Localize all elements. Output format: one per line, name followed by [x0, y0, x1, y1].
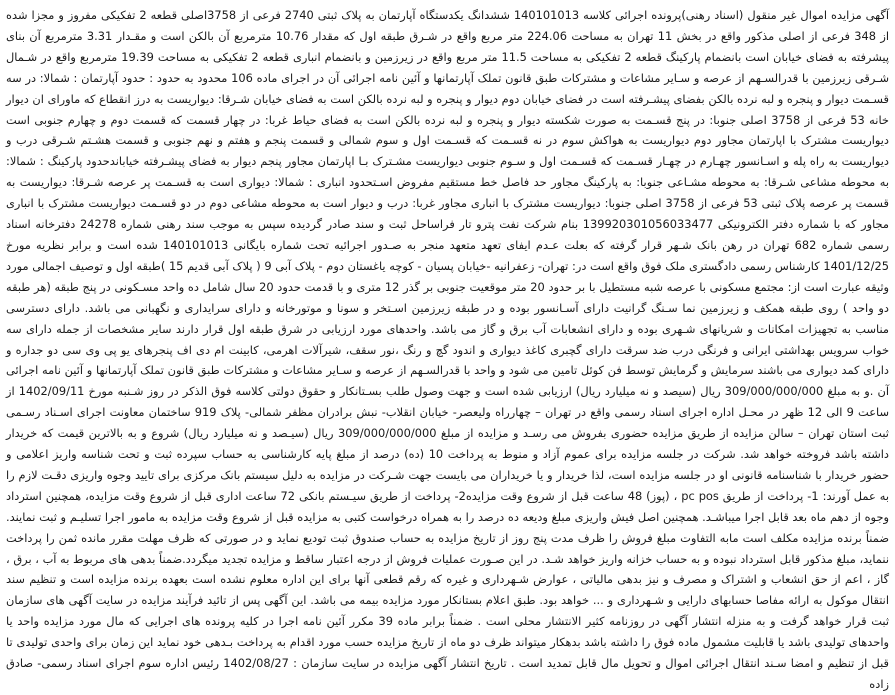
auction-notice-text: آگهی مزایده اموال غیر منقول (اسناد رهنی)پرونده اجرائی کلاسه 140101013 ششدانگ یکدستگاه آپارتمان به پلاک ثبتی 2740 فرعی از 3758اصلی قطعه 2 تفکیکی مفروز و مجزا شده از 348 فرعی از اصلی مذکور واقع در بخش 11 تهران به مساحت 224.06 متر مربع واقع در شـرق طبقه اول که مقدار 10.76 مترمربع آن بالکن است و مقـدار 3.31 مترمربع آن بنای پیشرفته به فضای خیابان است بانضمام پارکینگ قطعه 2 تفکیکی به مساحت 11.5 متر مربع واقع در زیرزمین و بانضمام انباری قطعه 2 تفکیکی به مساحت 19.39 مترمربع واقع در شـمال شـرقی زیرزمین با قدرالسـهم از عرصه و سـایر مشاعات و مشترکات طبق قانون تملک آپارتمانها و آئین نامه اجرائی آن در اجرای ماده 106 محدود به حدود : حدود آپارتمان : شمالا: در سه قسـمت دیوار و پنجره و لبه نرده بالکن بفضای پیشـرفته است در فضای خیابان دوم دیوار و پنجره و لبه نرده بالکن است به فضای خیابان شـرقا: دیواریست به درز انقطاع که ماورای ان دیوار خانه 53 فرعی از 3758 اصلی جنوبا: در پنج قسـمت به صورت شکسته دیوار و پنجره و لبه نرده بالکن است به فضای حیاط غربا: در چهار قسمت که قسمت دوم و چهارم جنوبی است دیواریست مشترک با اپارتمان مجاور دوم دیواریست به هواکش سوم در نه قسـمت که قسـمت اول و سوم شمالی و قسمت پنجم و هفتم و نهم جنوبی و قسمت هشـتم شـرقی درب و دیواریست به راه پله و اسـانسور چهـارم در چهـار قسـمت که قسـمت اول و سـوم جنوبی دیواریست مشـترک بـا اپارتمان مجاور پنجم دیوار به فضای پیشـرفته خیاباندحدود پارکینگ : شمالا: به محوطه مشاعی شـرقا: به محوطه مشـاعی جنوبا: به پارکینگ مجاور حد فاصل خط مستقیم مفروض اسـتحدود انباری : شمالا: دیواری است به قسـمت پر عرصه شـرقا: دیواریست به قسمت پر عرصه پلاک ثبتی 53 فرعی از 3758 اصلی جنوبا: دیواریست مشترک با انباری مجاور غربا: درب و دیوار است به محوطه مشاعی دوم در دو قسـمت دیواریست مشترک با انباری مجاور که با شماره دفتر الکترونیکی 13992030105603347​7 بنام شرکت نفت پترو تار فراساحل ثبت و سند صادر گردیده سپس به موجب سند رهنی شماره 24278 دفترخانه اسناد رسمی شماره 682 تهران در رهن بانک شـهر قرار گرفته که بعلت عـدم ایفای تعهد متعهد منجر به صـدور اجرائیه تحت شماره بایگانی 140101013 شده است و برابر نظریه مورخ 1401/12/25 کارشناس رسمی دادگستری ملک فوق واقع است در: تهران- زعفرانیه -خیابان پسیان - کوچه یاغستان دوم - پلاک آبی 9 ( پلاک آبی قدیم 15 )طبقه اول و توصیف اجمالی مورد وثیقه عبارت است از: مجتمع مسکونی با عرصه شبه مستطیل با بر حدود 20 متر موقعیت جنوبی بر گذر 12 متری و با قدمت حدود 20 سال شامل ده واحد مسـکونی در پنج طبقه (هر طبقه دو واحد ) روی طبقه همکف و زیرزمین نما سـنگ گرانیت دارای آسـانسور بوده و در طبقه زیرزمین اسـتخر و سونا و موتورخانه و دارای سرایداری و نگهبانی می باشد. دارای دسترسی مناسب به تجهیزات امکانات و شریانهای شـهری بوده و دارای انشعابات آب برق و گاز می باشد. واحدهای مورد ارزیابی در شرق طبقه اول قرار دارند سایر مشخصات از جمله دارای سه خواب سرویس بهداشتی ایرانی و فرنگی درب ضد سرقت دارای گچبری کاغذ دیواری و اندود گچ و رنگ ،نور سقف، شیرآلات اهرمی، کابینت ام دی اف پنجرهای یو پی وی سی دو جداره و دارای کمد دیواری می باشند سرمایش و گرمایش توسط فن کوئل تامین می شود و واحد با قدرالسـهم از عرصه و سـایر مشاعات و مشترکات طبق قانون تملک آپارتمانها و آئین نامه اجرائی آن .و به مبلغ 309/000/000/000 ریال (سیصد و نه میلیارد ریال) ارزیابی شده است و جهت وصول طلب بسـتانکار و حقوق دولتی کلاسه فوق الذکر در روز شـنبه مورخ 1402/09/11 از ساعت 9 الی 12 ظهر در محـل اداره اجرای اسناد رسمی واقع در تهران – چهارراه ولیعصر- خیابان انقلاب- نبش برادران مظفر شمالی- پلاک 919 ساختمان معاونت اجرای اسـناد رسـمی ثبت استان تهران – سالن مزایده از طریق مزایده حضوری بفروش می رسـد و مزایده از مبلغ 309/000/000/000 ریال (سیـصد و نه میلیارد ریال) شروع و به بالاترین قیمت که خریدار داشته باشد فروخته خواهد شد. شرکت در جلسه مزایده برای عموم آزاد و منوط به پرداخت 10 (ده) درصد از مبلغ پایه کارشناسی به حساب سپرده ثبت و تحت شناسه واریز اعلامی و حضور خریدار با شناسنامه قانونی او در جلسه مزایده است، لذا خریدار و یا خریداران می بایست جهت شـرکت در مزایده به دلیل سیستم بانک مرکزی برای تایید وجوه واریزی دقـت لازم را به عمل آورند: 1- پرداخت از طریق pc pos ، (پوز) 48 ساعت قبل از شروع وقت مزایده2- پرداخت از طریق سیـستم بانکی 72 ساعت اداری قبل از شروع وقت مزایده، همچنین استرداد وجوه از دهم ماه بعد قابل اجرا میباشـد. همچنین اصل فیش واریزی مبلغ ودیعه ده درصد را به همراه درخواست کتبی به مزایده قبل از شروع وقت مزایده به مامور اجرا تسلیـم و ثبت نمایند. ضمناً برنده مزایده مکلف است مابه التفاوت مبلغ فروش را ظرف مدت پنج روز از تاریخ مزایده به حساب صندوق ثبت تودیع نماید و در صورتی که ظرف مهلت مقرر مانده ثمن را پرداخت ننماید، مبلغ مذکور قابل استرداد نبوده و به حساب خزانه واریز خواهد شـد. در این صـورت عملیات فروش از درجه اعتبار ساقط و مزایده تجدید میگردد.ضمناً بدهی های مربوط به آب ، برق ، گاز ، اعم از حق انشعاب و اشتراک و مصرف و نیز بدهی مالیاتی ، عوارض شـهرداری و غیره که رقم قطعی آنها برای این اداره معلوم نشده است بعهده برنده مزایده است و تنظیم سند انتقال موکول به ارائه مفاصا حسابهای دارایی و شـهرداری و ... خواهد بود. طبق اعلام بستانکار مورد مزایده بیمه می باشد. این آگهی پس از تائید فرآیند مزایده در سایت آگهی های سازمان ثبت قرار خواهد گرفت و به منزله انتشار آگهی در روزنامه کثیر الانتشار محلی است . ضمناً برابر ماده 39 مکرر آئین نامه اجرا در کلیه پرونده های اجرایی که مال مورد مزایده واحد یا واحدهای تولیدی باشد یا قابلیت مشمول ماده فوق را داشته باشد بدهکار میتواند ظرف دو ماه از تاریخ مزایده حسب مورد اقدام به پرداخت بـدهی خود نماید این زمان برای واحدی تولیدی تا قبل از تنظیم و امضا سـند انتقال اجرائی اموال و تحویل مال قابل تمدید است . تاریخ انتشار آگهی مزایده در سایت سازمان : 1402/08/27 رئیس اداره سوم اجرای اسناد رسمی- صادق زاده [6, 8, 890, 691]
